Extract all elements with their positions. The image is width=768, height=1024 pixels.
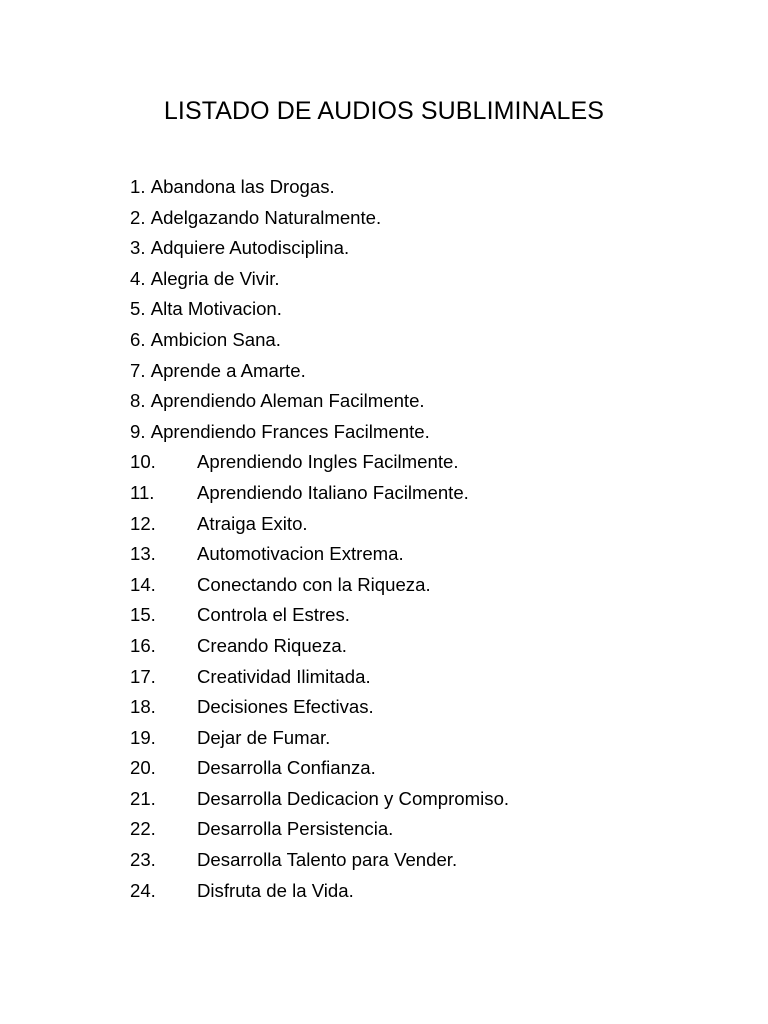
list-item	[130, 447, 509, 478]
list-item	[130, 784, 509, 815]
item-number: 11.	[130, 481, 155, 503]
item-text: Creando Riqueza.	[197, 634, 347, 656]
list-item	[130, 845, 509, 876]
list-item	[130, 203, 509, 234]
list-item	[130, 814, 509, 845]
list-item	[130, 692, 509, 723]
item-text: Aprendiendo Frances Facilmente.	[150, 420, 430, 442]
item-text: Controla el Estres.	[197, 604, 350, 626]
item-text: Abandona las Drogas.	[150, 176, 335, 197]
page-title: LISTADO DE AUDIOS SUBLIMINALES	[163, 97, 605, 125]
item-number: 3.	[130, 237, 146, 259]
list-item	[130, 753, 509, 784]
item-number: 10.	[130, 451, 156, 473]
list-item	[130, 662, 509, 693]
list-item	[130, 539, 509, 570]
list-item	[130, 264, 509, 295]
list-item	[130, 570, 509, 601]
item-text: Desarrolla Persistencia.	[197, 818, 394, 840]
item-text: Ambicion Sana.	[150, 328, 281, 350]
item-text: Aprendiendo Italiano Facilmente.	[197, 481, 469, 503]
item-number: 5.	[130, 298, 146, 320]
item-text: Desarrolla Confianza.	[197, 757, 376, 779]
item-number: 8.	[130, 390, 146, 412]
item-number: 22.	[130, 818, 156, 840]
item-number: 19.	[130, 726, 156, 748]
item-number: 2.	[130, 206, 146, 228]
item-number: 1.	[130, 176, 146, 197]
item-number: 24.	[130, 879, 156, 901]
item-text: Conectando con la Riqueza.	[197, 573, 431, 595]
list-item	[130, 723, 509, 754]
item-number: 9.	[130, 420, 146, 442]
item-text: Aprendiendo Aleman Facilmente.	[150, 390, 425, 412]
list-item	[130, 417, 509, 448]
item-text: Aprendiendo Ingles Facilmente.	[197, 451, 459, 473]
list-item	[130, 509, 509, 540]
item-text: Creatividad Ilimitada.	[197, 665, 371, 687]
item-number: 21.	[130, 787, 156, 809]
item-number: 12.	[130, 512, 156, 534]
item-text: Decisiones Efectivas.	[197, 696, 374, 718]
item-text: Alta Motivacion.	[150, 298, 282, 320]
item-text: Alegria de Vivir.	[150, 267, 280, 289]
item-number: 13.	[130, 543, 156, 565]
list-item	[130, 172, 509, 203]
item-text: Desarrolla Dedicacion y Compromiso.	[197, 787, 510, 809]
item-text: Automotivacion Extrema.	[197, 543, 404, 565]
item-number: 15.	[130, 604, 156, 626]
item-number: 17.	[130, 665, 156, 687]
list-item	[130, 478, 509, 509]
list-item	[130, 356, 509, 387]
audio-list	[130, 172, 509, 906]
item-number: 20.	[130, 757, 156, 779]
list-item	[130, 386, 509, 417]
item-text: Desarrolla Talento para Vender.	[197, 849, 458, 871]
item-text: Disfruta de la Vida.	[197, 879, 354, 901]
item-text: Adquiere Autodisciplina.	[150, 237, 350, 259]
item-number: 16.	[130, 634, 156, 656]
item-text: Atraiga Exito.	[197, 512, 308, 534]
item-text: Aprende a Amarte.	[150, 359, 306, 381]
item-number: 18.	[130, 696, 156, 718]
list-item	[130, 294, 509, 325]
item-text: Dejar de Fumar.	[197, 726, 331, 748]
item-number: 23.	[130, 849, 156, 871]
list-item	[130, 600, 509, 631]
item-number: 14.	[130, 573, 156, 595]
list-item	[130, 631, 509, 662]
list-item	[130, 876, 509, 907]
item-number: 4.	[130, 267, 146, 289]
list-item	[130, 325, 509, 356]
item-number: 6.	[130, 328, 146, 350]
item-number: 7.	[130, 359, 146, 381]
list-item	[130, 233, 509, 264]
item-text: Adelgazando Naturalmente.	[150, 206, 382, 228]
